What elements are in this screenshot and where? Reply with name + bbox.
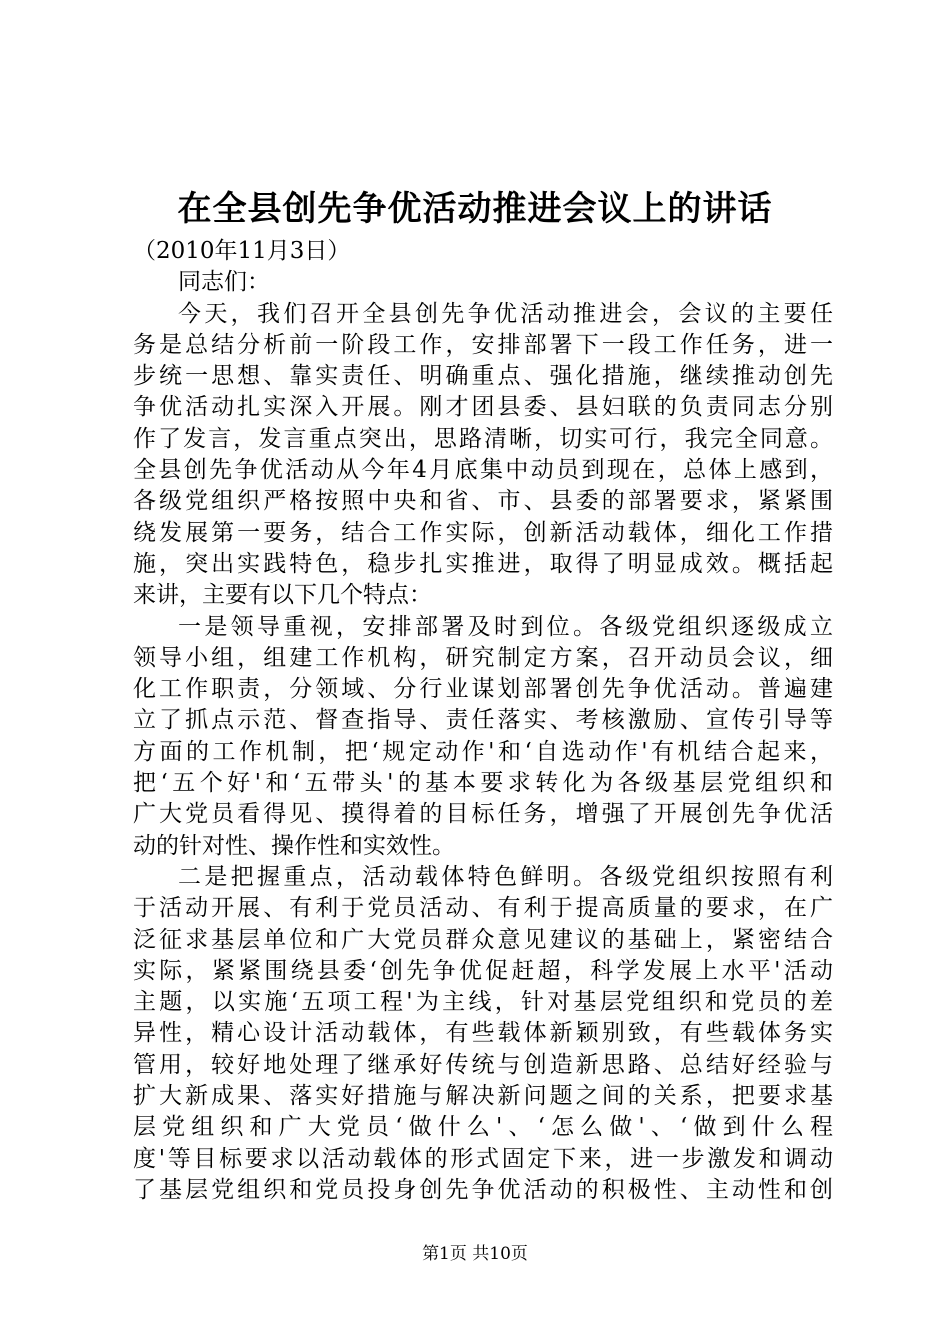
paragraph-line: 主题，以实施‘五项工程'为主线，针对基层党组织和党员的差	[133, 989, 833, 1016]
paragraph-line: 度'等目标要求以活动载体的形式固定下来，进一步激发和调动	[133, 1145, 833, 1172]
paragraph-line: 立了抓点示范、督查指导、责任落实、考核激励、宣传引导等	[133, 707, 833, 734]
paragraph-line: 异性，精心设计活动载体，有些载体新颖别致，有些载体务实	[133, 1020, 833, 1047]
salutation: 同志们：	[178, 269, 270, 296]
paragraph-line: 来讲，主要有以下几个特点：	[133, 582, 432, 609]
paragraph-line: 于活动开展、有利于党员活动、有利于提高质量的要求，在广	[133, 895, 833, 922]
paragraph-line: 了基层党组织和党员投身创先争优活动的积极性、主动性和创	[133, 1176, 833, 1203]
paragraph-line: 扩大新成果、落实好措施与解决新问题之间的关系，把要求基	[133, 1083, 833, 1110]
paragraph-line: 二是把握重点，活动载体特色鲜明。各级党组织按照有利	[178, 863, 833, 890]
paragraph-line: 步统一思想、靠实责任、明确重点、强化措施，继续推动创先	[133, 363, 833, 390]
paragraph-line: 化工作职责，分领域、分行业谋划部署创先争优活动。普遍建	[133, 676, 833, 703]
paragraph-line: 绕发展第一要务，结合工作实际，创新活动载体，细化工作措	[133, 519, 833, 546]
paragraph-line: 领导小组，组建工作机构，研究制定方案，召开动员会议，细	[133, 644, 833, 671]
paragraph-line: 一是领导重视，安排部署及时到位。各级党组织逐级成立	[178, 613, 833, 640]
paragraph-line: 层党组织和广大党员‘做什么'、‘怎么做'、‘做到什么程	[133, 1114, 833, 1141]
paragraph-line: 方面的工作机制，把‘规定动作'和‘自选动作'有机结合起来，	[133, 738, 833, 765]
page-footer: 第1页 共10页	[422, 1244, 528, 1264]
document-body	[133, 236, 833, 1206]
paragraph-line: 全县创先争优活动从今年4月底集中动员到现在，总体上感到，	[133, 457, 833, 484]
paragraph-2	[133, 612, 833, 862]
paragraph-line: 管用，较好地处理了继承好传统与创造新思路、总结好经验与	[133, 1051, 833, 1078]
paragraph-line: 实际，紧紧围绕县委‘创先争优促赶超，科学发展上水平'活动	[133, 957, 833, 984]
paragraph-line: 务是总结分析前一阶段工作，安排部署下一段工作任务，进一	[133, 331, 833, 358]
document-title: 在全县创先争优活动推进会议上的讲话	[177, 189, 773, 229]
date-line: （2010年11月3日）	[133, 238, 351, 264]
paragraph-line: 广大党员看得见、摸得着的目标任务，增强了开展创先争优活	[133, 801, 833, 828]
paragraph-3	[133, 862, 833, 1206]
paragraph-line: 动的针对性、操作性和实效性。	[133, 832, 455, 859]
paragraph-line: 争优活动扎实深入开展。刚才团县委、县妇联的负责同志分别	[133, 394, 833, 421]
paragraph-line: 各级党组织严格按照中央和省、市、县委的部署要求，紧紧围	[133, 488, 833, 515]
paragraph-line: 施，突出实践特色，稳步扎实推进，取得了明显成效。概括起	[133, 550, 833, 577]
paragraph-line: 泛征求基层单位和广大党员群众意见建议的基础上，紧密结合	[133, 926, 833, 953]
paragraph-line: 作了发言，发言重点突出，思路清晰，切实可行，我完全同意。	[133, 425, 833, 452]
paragraph-line: 把‘五个好'和‘五带头'的基本要求转化为各级基层党组织和	[133, 770, 833, 797]
paragraph-1	[133, 299, 833, 612]
paragraph-line: 今天，我们召开全县创先争优活动推进会，会议的主要任	[178, 300, 833, 327]
